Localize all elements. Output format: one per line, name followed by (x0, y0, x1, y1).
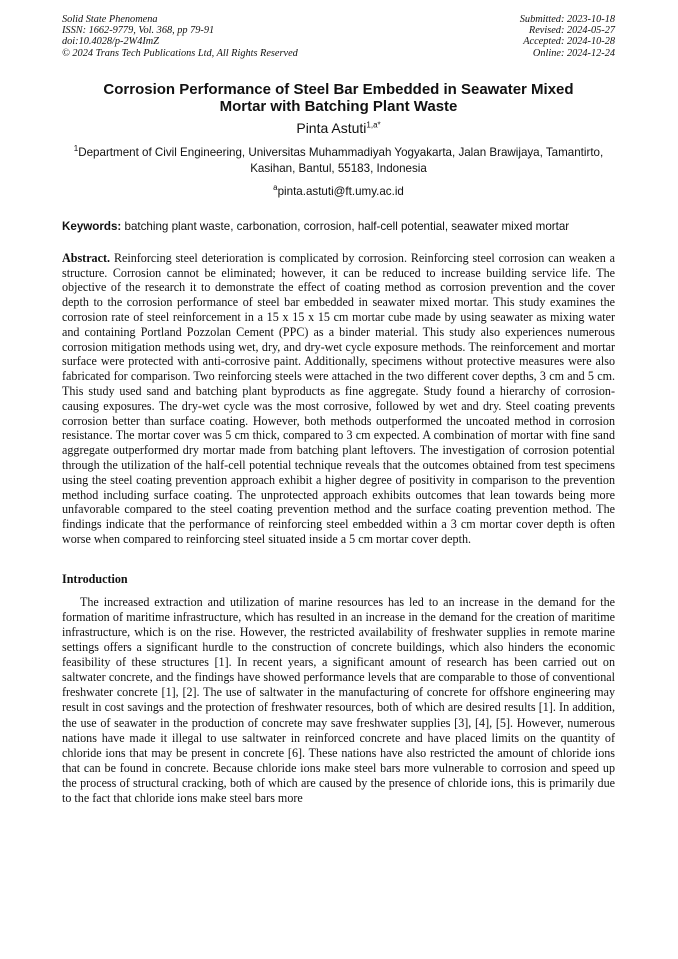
author-email[interactable]: pinta.astuti@ft.umy.ac.id (277, 184, 404, 198)
affiliation-mark: 1 (73, 143, 79, 153)
date-accepted: Accepted: 2024-10-28 (523, 36, 615, 48)
publication-dates (520, 14, 615, 59)
journal-name: Solid State Phenomena (62, 14, 158, 25)
date-revised: Revised: 2024-05-27 (528, 25, 615, 37)
abstract-label: Abstract. (62, 250, 111, 265)
email-line (62, 182, 615, 199)
date-online: Online: 2024-12-24 (532, 47, 615, 59)
keywords-label: Keywords: (62, 219, 122, 233)
section-heading-introduction: Introduction (62, 571, 128, 586)
paper-title: Corrosion Performance of Steel Bar Embedded in Seawater Mixed Mortar with Batching Plant Waste (103, 80, 574, 115)
keywords-text: batching plant waste, carbonation, corrosion, half-cell potential, seawater mixed mortar (124, 219, 570, 233)
journal-info (62, 14, 298, 59)
author-affiliation-mark: 1,a* (366, 120, 381, 130)
journal-doi: doi:10.4028/p-2W4ImZ (62, 36, 159, 48)
keywords (62, 220, 615, 234)
journal-issn: ISSN: 1662-9779, Vol. 368, pp 79-91 (62, 25, 215, 37)
date-submitted: Submitted: 2023-10-18 (519, 14, 615, 25)
email-mark: a (273, 182, 278, 192)
affiliation (62, 145, 615, 177)
paper-page (62, 14, 615, 806)
affiliation-text: Department of Civil Engineering, Universitas Muhammadiyah Yogyakarta, Jalan Brawijaya, Tamantirto, Kasihan, Bantul, 55183, Indonesia (78, 145, 604, 175)
abstract (62, 251, 615, 547)
author-line (62, 120, 615, 137)
journal-copyright: © 2024 Trans Tech Publications Ltd, All Rights Reserved (62, 47, 298, 59)
abstract-text: Reinforcing steel deterioration is complicated by corrosion. Reinforcing steel corrosion can weaken a structure. Corrosion cannot be eliminated; however, it can be reduced to increase building service life. The objective of the research it to demonstrate the effect of coating method as corrosion prevention and the cover depth to the corrosion performance of steel bar embedded in seawater mixed mortar. This study examines the corrosion rate of steel reinforcement in a 15 x 15 x 15 cm mortar cube made by using seawater as mixing water and containing Portland Pozzolan Cement (PPC) as a binder material. This study also experiences numerous corrosion mitigation methods using wet, dry, and dry-wet cycle exposure methods. The reinforcement and mortar surface were protected with anti-corrosive paint. Additionally, specimens without protective measures were also fabricated for comparison. Two reinforcing steels were attached in the two different cover depths, 3 cm and 5 cm. This study used sand and batching plant byproducts as fine aggregate. Study found a hierarchy of corrosion-causing exposures. The dry-wet cycle was the most corrosive, followed by wet and dry. Steel coating prevents corrosion better than surface coating. However, both methods outperformed the uncoated method in corrosion resistance. The mortar cover was 5 cm thick, compared to 3 cm expected. A combination of mortar with fine sand aggregate outperformed dry mortar made from batching plant leftovers. The investigation of corrosion potential through the utilization of the half-cell potential technique reveals that the outcomes obtained from test specimens using the steel coating prevention approach exhibit a higher degree of positivity in comparison to the prevention method including surface coating. The unprotected approach exhibits outcomes that lean towards being more unfavorable compared to the steel coating prevention method and the surface coating prevention method. The findings indicate that the performance of reinforcing steel embedded within a 3 cm mortar cover depth is often worse when compared to reinforcing steel situated inside a 5 cm mortar cover depth. (62, 250, 616, 546)
journal-header (62, 14, 615, 59)
author-name: Pinta Astuti (296, 119, 367, 136)
introduction-paragraph: The increased extraction and utilization of marine resources has led to an increase in the demand for the formation of maritime infrastructure, which has resulted in an increase in the demand for the creation of maritime infrastructure, which is on the rise. However, the restricted availability of freshwater supplies in remote marine settings offers a significant hurdle to the construction of concrete buildings, which also hinders the economic feasibility of these structures [1]. In recent years, a significant amount of research has been carried out on saltwater concrete, and the findings have showed performance levels that are comparable to those of conventional freshwater concrete [1], [2]. The use of saltwater in the manufacturing of concrete for offshore engineering may result in cost savings and the protection of freshwater resources, both of which are desired results [1]. In addition, the use of seawater in the production of concrete may save freshwater supplies [3], [4], [5]. However, numerous nations have made it illegal to use saltwater in reinforced concrete and have placed limits on the quantity of chloride ions that may be present in concrete [6]. These nations have also restricted the amount of chloride ions that can be found in concrete. Because chloride ions make steel bars more vulnerable to corrosion and speed up the process of structural cracking, both of which are caused by the presence of chloride ions, this is primarily due to the fact that chloride ions make steel bars more (62, 594, 615, 805)
